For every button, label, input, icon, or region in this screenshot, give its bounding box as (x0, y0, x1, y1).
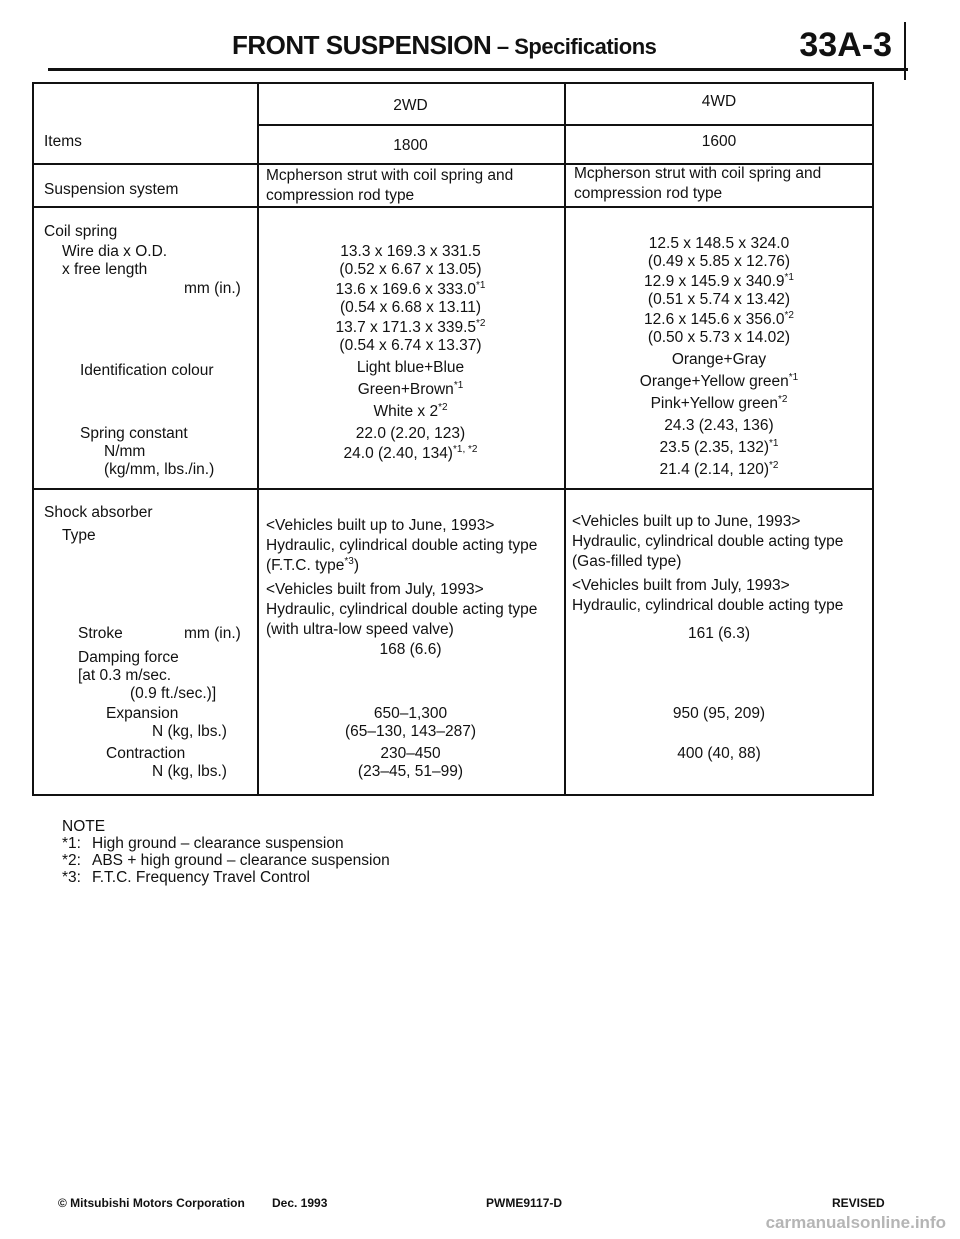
suspension-label: Suspension system (44, 181, 179, 198)
at-label: [at 0.3 m/sec. (78, 667, 172, 684)
colour-4wd-2: Orange+Yellow green$^{*1}$ (639, 371, 799, 390)
coil-spring-label: Coil spring (44, 223, 118, 240)
page-title: FRONT SUSPENSION – Specifications (232, 30, 657, 60)
colour-2wd-1: Light blue+Blue (356, 359, 465, 376)
dims-2wd-1: 13.3 x 169.3 x 331.5 (340, 243, 481, 260)
note-item: *1: High ground – clearance suspension (62, 835, 344, 852)
expansion-label: Expansion (106, 705, 179, 722)
header-rule (48, 68, 908, 71)
spec-table (32, 82, 874, 796)
footer-date: Dec. 1993 (272, 1196, 328, 1210)
dims-4wd-3: 12.9 x 145.9 x 340.9$^{*1}$ (644, 271, 794, 290)
dims-4wd-6: (0.50 x 5.73 x 14.02) (647, 329, 791, 346)
expansion-2wd-1: 650–1,300 (373, 705, 448, 722)
spring-4wd-1: 24.3 (2.43, 136) (664, 417, 774, 434)
contraction-2wd-1: 230–450 (380, 745, 441, 762)
row-divider-2 (34, 206, 874, 208)
ft-label: (0.9 ft./sec.)] (130, 685, 217, 702)
dims-2wd-5: 13.7 x 171.3 x 339.5$^{*2}$ (335, 317, 486, 336)
sub-4wd: 1600 (701, 133, 737, 150)
watermark: carmanualsonline.info (765, 1213, 946, 1232)
page-number: 33A-3 (799, 26, 892, 64)
colour-2wd-2: Green+Brown$^{*1}$ (357, 379, 464, 398)
header-divider (257, 124, 874, 126)
dims-2wd-4: (0.54 x 6.68 x 13.11) (339, 299, 482, 316)
dims-4wd-5: 12.6 x 145.6 x 356.0$^{*2}$ (644, 309, 794, 328)
contraction-label: Contraction (106, 745, 186, 762)
nmm-label: N/mm (104, 443, 146, 460)
notes (62, 818, 390, 886)
colour-4wd-1: Orange+Gray (671, 351, 767, 368)
dims-2wd-3: 13.6 x 169.6 x 333.0$^{*1}$ (335, 279, 486, 298)
sub-2wd: 1800 (393, 137, 428, 154)
type-label: Type (62, 527, 96, 544)
expansion-2wd-2: (65–130, 143–287) (344, 723, 476, 740)
spring-4wd-2: 23.5 (2.35, 132)$^{*1}$ (659, 437, 779, 456)
colour-2wd-3: White x 2$^{*2}$ (373, 401, 448, 420)
spring-2wd-2: 24.0 (2.40, 134)$^{*1, *2}$ (343, 443, 478, 462)
expansion-4wd: 950 (95, 209) (672, 705, 766, 722)
kgmm-label: (kg/mm, lbs./in.) (104, 461, 215, 478)
stroke-2wd: 168 (6.6) (379, 641, 442, 658)
margin-mark (904, 22, 906, 80)
shock-label: Shock absorber (44, 504, 153, 521)
suspension-2wd: Mcpherson strut with coil spring and compression rod type (266, 167, 514, 204)
suspension-4wd: Mcpherson strut with coil spring and compression rod type (574, 165, 822, 202)
dims-4wd-2: (0.49 x 5.85 x 12.76) (647, 253, 791, 270)
damping-label: Damping force (78, 649, 179, 666)
dims-4wd-1: 12.5 x 148.5 x 324.0 (648, 235, 790, 252)
note-heading: NOTE (62, 818, 106, 835)
footer-status: REVISED (832, 1196, 885, 1210)
colour-4wd-3: Pink+Yellow green$^{*2}$ (650, 393, 788, 412)
spring-4wd-3: 21.4 (2.14, 120)$^{*2}$ (659, 459, 779, 478)
expansion-unit-label: N (kg, lbs.) (152, 723, 227, 740)
contraction-4wd: 400 (40, 88) (677, 745, 761, 762)
stroke-4wd: 161 (6.3) (687, 625, 751, 642)
note-item: *2: ABS + high ground – clearance suspension (62, 852, 390, 869)
shock-type-2wd: <Vehicles built up to June, 1993> Hydraulic, cylindrical double acting type (F.T.C. type$^{*3}$) <Vehicles built from July, 1993> Hydraulic, cylindrical double acting type (with ultra-low speed valve) (266, 517, 538, 638)
dims-2wd-6: (0.54 x 6.74 x 13.37) (339, 337, 482, 354)
unit-mm-label: mm (in.) (184, 280, 241, 297)
wire-label: Wire dia x O.D. (62, 243, 168, 260)
free-length-label: x free length (62, 261, 148, 278)
contraction-2wd-2: (23–45, 51–99) (357, 763, 464, 780)
identification-label: Identification colour (80, 362, 214, 379)
spring-constant-label: Spring constant (80, 425, 188, 442)
col-2wd: 2WD (393, 97, 428, 114)
note-item: *3: F.T.C. Frequency Travel Control (62, 869, 310, 886)
footer-copyright: © Mitsubishi Motors Corporation (58, 1196, 245, 1210)
stroke-unit-label: mm (in.) (184, 625, 241, 642)
items-label: Items (44, 133, 82, 150)
shock-type-4wd: <Vehicles built up to June, 1993> Hydraulic, cylindrical double acting type (Gas-filled type) <Vehicles built from July, 1993> Hydraulic, cylindrical double acting type (572, 513, 844, 614)
col-4wd: 4WD (701, 93, 737, 110)
stroke-label: Stroke (78, 625, 123, 642)
dims-2wd-2: (0.52 x 6.67 x 13.05) (339, 261, 482, 278)
row-divider-3 (34, 488, 874, 490)
footer-code: PWME9117-D (486, 1196, 563, 1210)
dims-4wd-4: (0.51 x 5.74 x 13.42) (647, 291, 791, 308)
spring-2wd-1: 22.0 (2.20, 123) (355, 425, 466, 442)
contraction-unit-label: N (kg, lbs.) (152, 763, 227, 780)
